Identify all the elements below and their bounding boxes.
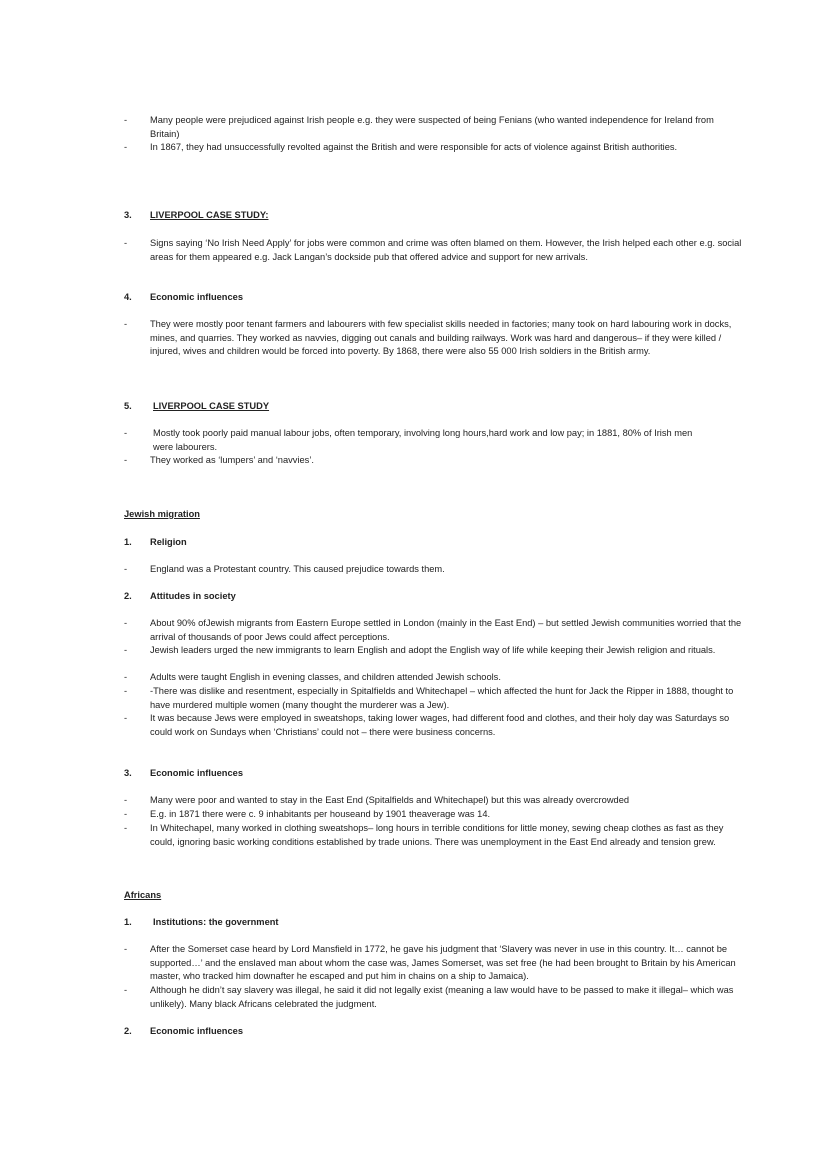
bullet-dash: - (124, 238, 128, 248)
heading-label: Economic influences (150, 292, 243, 302)
bullet-text: Jewish leaders urged the new immigrants to learn English and adopt the English way of life while keeping their Jewish religion and rituals. (150, 645, 716, 655)
heading-number: 1. (124, 917, 132, 927)
heading-label: Institutions: the government (153, 917, 279, 927)
bullet-dash: - (124, 564, 128, 574)
heading-label: Economic influences (150, 768, 243, 778)
heading-number: 1. (124, 537, 132, 547)
bullet-dash: - (124, 115, 128, 125)
bullet-text: Adults were taught English in evening classes, and children attended Jewish schools. (150, 672, 501, 682)
heading-number: 3. (124, 768, 132, 778)
bullet-text: Many people were prejudiced against Irish people e.g. they were suspected of being Fenians (who wanted independence for Ireland from Britain) (150, 115, 714, 139)
bullet-dash: - (124, 686, 128, 696)
section-title-jewish-migration: Jewish migration (124, 509, 200, 519)
bullet-dash: - (124, 142, 128, 152)
heading-label: LIVERPOOL CASE STUDY (153, 401, 270, 411)
heading-number: 2. (124, 1026, 132, 1036)
bullet-text: They were mostly poor tenant farmers and labourers with few specialist skills needed in factories; many took on hard labouring work in docks, mines, and quarries. They worked as navvies, digging out canals and building railways. Work was hard and dangerous– if they were killed / injured, wives and children would be forced into poverty. By 1868, there were also 55 000 Irish soldiers in the British army. (150, 319, 732, 356)
bullet-dash: - (124, 672, 128, 682)
heading-label: LIVERPOOL CASE STUDY: (150, 210, 269, 220)
bullet-text: -There was dislike and resentment, especially in Spitalfields and Whitechapel – which affected the hunt for Jack the Ripper in 1888, thought to have murdered multiple women (many thought the murderer was a Jew). (150, 686, 734, 710)
heading-number: 2. (124, 591, 132, 601)
bullet-dash: - (124, 823, 128, 833)
bullet-text: In Whitechapel, many worked in clothing sweatshops– long hours in terrible conditions for little money, sewing cheap clothes as fast as they could, ignoring basic working conditions established by trade unions. There was unemployment in the East End already and tension grew. (150, 823, 724, 847)
heading-label: Religion (150, 537, 187, 547)
bullet-dash: - (124, 944, 128, 954)
bullet-text: Signs saying ‘No Irish Need Apply’ for jobs were common and crime was often blamed on them. However, the Irish helped each other e.g. social areas for them appeared e.g. Jack Langan’s dockside pub that offered advice and support for new arrivals. (150, 238, 742, 262)
bullet-text: It was because Jews were employed in sweatshops, taking lower wages, had different food and clothes, and their holy day was Saturdays so could work on Sundays when ‘Christians’ could not – there were business concerns. (150, 713, 730, 737)
heading-label: Attitudes in society (150, 591, 236, 601)
bullet-dash: - (124, 985, 128, 995)
bullet-dash: - (124, 795, 128, 805)
heading-number: 4. (124, 292, 132, 302)
bullet-dash: - (124, 319, 128, 329)
bullet-dash: - (124, 809, 128, 819)
bullet-text: Mostly took poorly paid manual labour jobs, often temporary, involving long hours,hard work and low pay; in 1881, 80% of Irish men were labourers. (153, 428, 693, 452)
bullet-dash: - (124, 455, 128, 465)
bullet-dash: - (124, 428, 128, 438)
bullet-text: After the Somerset case heard by Lord Mansfield in 1772, he gave his judgment that ‘Slavery was never in use in this country. It… cannot be supported…’ and the enslaved man about whom the case was, James Somerset, was set free (he had been brought to Britain by his American master, who tracked him downafter he escaped and put him in chains on a ship to Jamaica). (150, 944, 736, 981)
bullet-text: They worked as ‘lumpers’ and ‘navvies’. (150, 455, 314, 465)
bullet-text: Although he didn’t say slavery was illegal, he said it did not legally exist (meaning a law would have to be passed to make it illegal– which was unlikely). Many black Africans celebrated the judgment. (150, 985, 734, 1009)
bullet-text: E.g. in 1871 there were c. 9 inhabitants per houseand by 1901 theaverage was 14. (150, 809, 491, 819)
heading-label: Economic influences (150, 1026, 243, 1036)
bullet-dash: - (124, 618, 128, 628)
bullet-text: About 90% ofJewish migrants from Eastern Europe settled in London (mainly in the East End) – but settled Jewish communities worried that the arrival of thousands of poor Jews could affect perceptions. (150, 618, 742, 642)
heading-number: 5. (124, 401, 132, 411)
heading-number: 3. (124, 210, 132, 220)
section-title-africans: Africans (124, 890, 162, 900)
bullet-text: England was a Protestant country. This caused prejudice towards them. (150, 564, 445, 574)
bullet-dash: - (124, 713, 128, 723)
bullet-text: Many were poor and wanted to stay in the East End (Spitalfields and Whitechapel) but this was already overcrowded (150, 795, 630, 805)
bullet-text: In 1867, they had unsuccessfully revolted against the British and were responsible for acts of violence against British authorities. (150, 142, 678, 152)
bullet-dash: - (124, 645, 128, 655)
